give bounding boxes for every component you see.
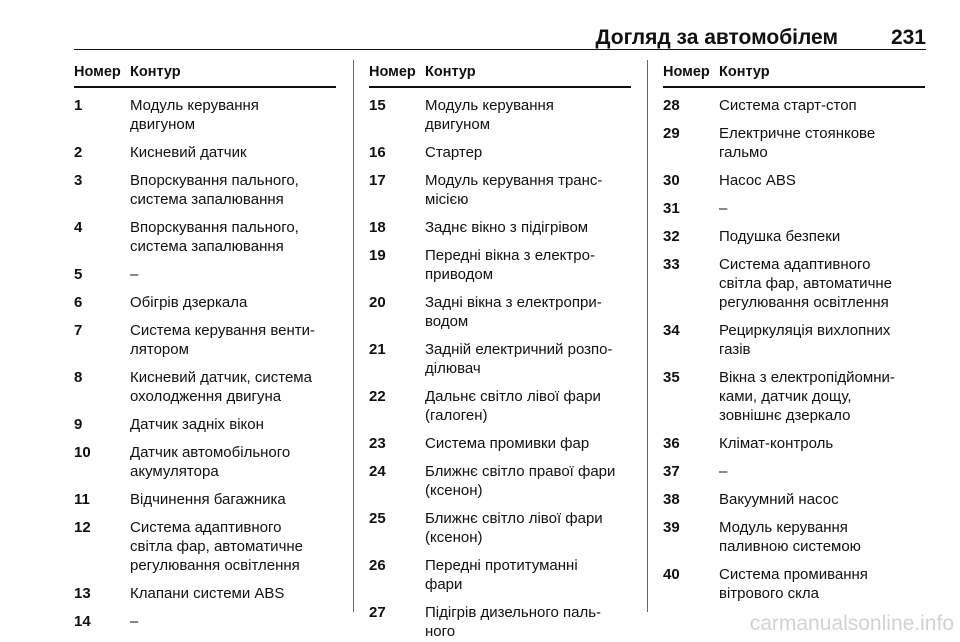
- circuit-name: Модуль керування транс- місією: [425, 172, 603, 208]
- fuse-row: [663, 490, 925, 509]
- fuse-number: 14: [74, 613, 91, 630]
- fuse-column-3: [663, 64, 925, 603]
- fuse-row: [74, 612, 336, 631]
- fuse-row: [369, 603, 631, 641]
- circuit-name: Система адаптивного світла фар, автоматичне регулювання освітлення: [719, 256, 893, 311]
- column-header: [74, 64, 336, 88]
- fuse-number: 20: [369, 294, 386, 311]
- fuse-row: [663, 96, 925, 115]
- circuit-name: –: [130, 613, 139, 630]
- fuse-row: [369, 556, 631, 594]
- number-header: Номер: [369, 64, 416, 80]
- fuse-number: 23: [369, 435, 386, 452]
- circuit-name: –: [719, 463, 728, 480]
- fuse-row: [74, 321, 336, 359]
- fuse-number: 9: [74, 416, 83, 433]
- fuse-row: [663, 518, 925, 556]
- page-header: [74, 26, 926, 56]
- fuse-number: 24: [369, 463, 386, 480]
- fuse-row: [74, 415, 336, 434]
- circuit-name: Модуль керування двигуном: [425, 97, 554, 133]
- fuse-number: 26: [369, 557, 386, 574]
- fuse-number: 34: [663, 322, 680, 339]
- circuit-name: Вакуумний насос: [719, 491, 839, 508]
- circuit-name: Датчик автомобільного акумулятора: [130, 444, 291, 480]
- fuse-number: 38: [663, 491, 680, 508]
- fuse-row: [663, 227, 925, 246]
- fuse-number: 36: [663, 435, 680, 452]
- fuse-row: [369, 171, 631, 209]
- fuse-number: 39: [663, 519, 680, 536]
- fuse-list: [74, 96, 336, 631]
- fuse-number: 37: [663, 463, 680, 480]
- circuit-name: Підігрів дизельного паль- ного: [425, 604, 602, 640]
- fuse-row: [663, 321, 925, 359]
- fuse-number: 1: [74, 97, 83, 114]
- fuse-number: 17: [369, 172, 386, 189]
- fuse-number: 5: [74, 266, 83, 283]
- fuse-row: [74, 218, 336, 256]
- fuse-list: [369, 96, 631, 641]
- fuse-number: 13: [74, 585, 91, 602]
- circuit-name: Ближнє світло правої фари (ксенон): [425, 463, 616, 499]
- circuit-name: Дальнє світло лівої фари (галоген): [425, 388, 601, 424]
- number-header: Номер: [74, 64, 121, 80]
- circuit-name: Кисневий датчик: [130, 144, 247, 161]
- fuse-number: 8: [74, 369, 83, 386]
- fuse-row: [74, 265, 336, 284]
- circuit-name: Впорскування пального, система запалювання: [130, 219, 299, 255]
- fuse-number: 3: [74, 172, 83, 189]
- fuse-row: [663, 434, 925, 453]
- fuse-row: [369, 218, 631, 237]
- fuse-number: 31: [663, 200, 680, 217]
- circuit-name: Подушка безпеки: [719, 228, 841, 245]
- number-header: Номер: [663, 64, 710, 80]
- circuit-name: Передні вікна з електро- приводом: [425, 247, 595, 283]
- fuse-row: [663, 462, 925, 481]
- fuse-row: [663, 255, 925, 312]
- circuit-name: Система старт-стоп: [719, 97, 857, 114]
- fuse-row: [369, 509, 631, 547]
- fuse-row: [663, 565, 925, 603]
- fuse-number: 28: [663, 97, 680, 114]
- circuit-name: Кисневий датчик, система охолодження двигуна: [130, 369, 312, 405]
- fuse-row: [369, 387, 631, 425]
- fuse-number: 19: [369, 247, 386, 264]
- fuse-row: [74, 171, 336, 209]
- fuse-row: [369, 143, 631, 162]
- fuse-number: 29: [663, 125, 680, 142]
- fuse-row: [74, 490, 336, 509]
- fuse-number: 11: [74, 491, 90, 508]
- circuit-name: Стартер: [425, 144, 483, 161]
- fuse-number: 35: [663, 369, 680, 386]
- fuse-row: [369, 246, 631, 284]
- fuse-number: 30: [663, 172, 680, 189]
- fuse-row: [74, 443, 336, 481]
- fuse-number: 25: [369, 510, 386, 527]
- circuit-name: Рециркуляція вихлопних газів: [719, 322, 891, 358]
- fuse-row: [663, 199, 925, 218]
- fuse-row: [663, 124, 925, 162]
- fuse-number: 6: [74, 294, 83, 311]
- circuit-name: Задні вікна з електропри- водом: [425, 294, 602, 330]
- circuit-name: Система керування венти- лятором: [130, 322, 315, 358]
- column-divider: [353, 60, 354, 612]
- circuit-name: Датчик задніх вікон: [130, 416, 264, 433]
- watermark: carmanualsonline.info: [749, 612, 954, 635]
- fuse-column-1: [74, 64, 336, 631]
- contour-header: Контур: [425, 64, 476, 80]
- circuit-name: Ближнє світло лівої фари (ксенон): [425, 510, 603, 546]
- fuse-number: 2: [74, 144, 83, 161]
- circuit-name: –: [719, 200, 728, 217]
- circuit-name: Передні протитуманні фари: [425, 557, 578, 593]
- page-number: 231: [890, 26, 926, 49]
- fuse-row: [369, 340, 631, 378]
- fuse-row: [369, 96, 631, 134]
- fuse-number: 16: [369, 144, 386, 161]
- circuit-name: Система промивання вітрового скла: [719, 566, 868, 602]
- fuse-number: 12: [74, 519, 91, 536]
- circuit-name: Електричне стоянкове гальмо: [719, 125, 876, 161]
- fuse-row: [74, 584, 336, 603]
- fuse-number: 21: [369, 341, 386, 358]
- column-header: [663, 64, 925, 88]
- circuit-name: Модуль керування паливною системою: [719, 519, 861, 555]
- fuse-number: 40: [663, 566, 680, 583]
- fuse-row: [369, 434, 631, 453]
- page-title: Догляд за автомобілем: [595, 26, 838, 49]
- header-rule: [74, 49, 926, 50]
- fuse-column-2: [369, 64, 631, 641]
- fuse-row: [74, 143, 336, 162]
- circuit-name: –: [130, 266, 139, 283]
- fuse-row: [74, 368, 336, 406]
- fuse-row: [369, 462, 631, 500]
- fuse-number: 15: [369, 97, 386, 114]
- circuit-name: Задній електричний розпо- ділювач: [425, 341, 613, 377]
- circuit-name: Заднє вікно з підігрівом: [425, 219, 589, 236]
- fuse-number: 4: [74, 219, 83, 236]
- fuse-number: 33: [663, 256, 680, 273]
- fuse-list: [663, 96, 925, 603]
- circuit-name: Вікна з електропідйомни- ками, датчик дощу, зовнішнє дзеркало: [719, 369, 895, 424]
- fuse-row: [369, 293, 631, 331]
- fuse-number: 27: [369, 604, 386, 621]
- fuse-row: [663, 171, 925, 190]
- fuse-row: [74, 518, 336, 575]
- column-divider: [647, 60, 648, 612]
- circuit-name: Насос ABS: [719, 172, 796, 189]
- circuit-name: Система промивки фар: [425, 435, 590, 452]
- fuse-row: [74, 96, 336, 134]
- contour-header: Контур: [719, 64, 770, 80]
- circuit-name: Система адаптивного світла фар, автоматичне регулювання освітлення: [130, 519, 304, 574]
- circuit-name: Клімат-контроль: [719, 435, 834, 452]
- circuit-name: Модуль керування двигуном: [130, 97, 259, 133]
- fuse-row: [74, 293, 336, 312]
- fuse-number: 10: [74, 444, 91, 461]
- circuit-name: Клапани системи ABS: [130, 585, 285, 602]
- circuit-name: Впорскування пального, система запалювання: [130, 172, 299, 208]
- fuse-row: [663, 368, 925, 425]
- contour-header: Контур: [130, 64, 181, 80]
- column-header: [369, 64, 631, 88]
- fuse-number: 32: [663, 228, 680, 245]
- fuse-number: 7: [74, 322, 83, 339]
- fuse-number: 22: [369, 388, 386, 405]
- fuse-number: 18: [369, 219, 386, 236]
- circuit-name: Обігрів дзеркала: [130, 294, 248, 311]
- circuit-name: Відчинення багажника: [130, 491, 286, 508]
